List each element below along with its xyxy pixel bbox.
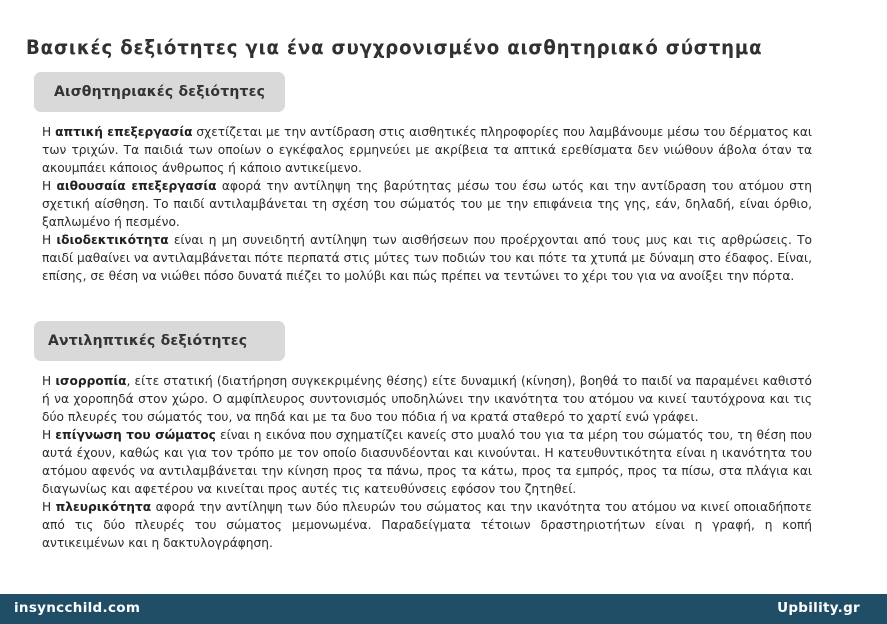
paragraph-proprioception: [42, 231, 812, 285]
paragraph-body-awareness: [42, 426, 812, 498]
term-vestibular-processing: αιθουσαία επεξεργασία: [56, 179, 217, 193]
term-laterality: πλευρικότητα: [55, 500, 152, 514]
paragraph-vestibular-processing: [42, 177, 812, 231]
term-proprioception: ιδιοδεκτικότητα: [56, 233, 169, 247]
term-body-awareness: επίγνωση του σώματος: [55, 428, 216, 442]
paragraph-prefix: Η: [42, 125, 56, 139]
paragraph-text: είναι η εικόνα που σχηματίζει κανείς στο μυαλό του για τα μέρη του σώματός του, τη θέση που αυτά έχουν, καθώς και για τον τρόπο με τον οποίο διασυνδέονται και κινούνται. Η κατευθυντικότητα είναι η ικανότητα του ατόμου αφενός να αντιλαμβάνεται την κίνηση προς τα πάνω, προς τα κάτω, προς τα εμπρός, προς τα πίσω, στα πλάγια και διαγωνίως και αφετέρου να κινείται προς αυτές τις κατευθύνσεις εφόσον του ζητηθεί.: [42, 428, 812, 496]
paragraph-prefix: Η: [42, 179, 57, 193]
footer-site-link-upbility[interactable]: Upbility.gr: [777, 600, 860, 616]
page-title: Βασικές δεξιότητες για ένα συγχρονισμένο αισθητηριακό σύστημα: [26, 36, 763, 59]
paragraph-tactile-processing: [42, 123, 812, 177]
paragraph-prefix: Η: [42, 374, 56, 388]
section-heading-perceptual-skills: Αντιληπτικές δεξιότητες: [34, 321, 285, 361]
paragraph-prefix: Η: [42, 233, 57, 247]
section-body-sensory-skills: [42, 123, 812, 285]
paragraph-text: , είτε στατική (διατήρηση συγκεκριμένης θέσης) είτε δυναμική (κίνηση), βοηθά το παιδί να παραμένει καθιστό ή να χοροπηδά στον χώρο. Ο αμφίπλευρος συντονισμός υποδηλώνει την ικανότητα του ατόμου να κινεί ταυτόχρονα και τις δύο πλευρές του σώματός του, να πηδά και με τα δυο του πόδια ή να κρατά σταθερό το χαρτί ενώ γράφει.: [42, 374, 812, 424]
paragraph-text: αφορά την αντίληψη της βαρύτητας μέσω του έσω ωτός και την αντίδραση του ατόμου στη σχετική αίσθηση. Το παιδί αντιλαμβάνεται τη σχέση του σώματός του με την επιφάνεια της γης, εάν, δηλαδή, είναι όρθιο, ξαπλωμένο ή πεσμένο.: [42, 179, 812, 229]
paragraph-text: σχετίζεται με την αντίδραση στις αισθητικές πληροφορίες που λαμβάνουμε μέσω του δέρματος και των τριχών. Τα παιδιά των οποίων ο εγκέφαλος ερμηνεύει με ακρίβεια τα απτικά ερεθίσματα δεν νιώθουν άβολα όταν τα ακουμπάει κάποιος άνθρωπος ή κάποιο αντικείμενο.: [42, 125, 813, 175]
section-heading-sensory-skills: Αισθητηριακές δεξιότητες: [34, 72, 285, 112]
term-balance: ισορροπία: [55, 374, 127, 388]
paragraph-laterality: [42, 498, 812, 552]
section-body-perceptual-skills: [42, 372, 812, 552]
paragraph-prefix: Η: [42, 428, 56, 442]
term-tactile-processing: απτική επεξεργασία: [55, 125, 193, 139]
paragraph-text: αφορά την αντίληψη των δύο πλευρών του σώματος και την ικανότητα του ατόμου να κινεί οποιαδήποτε από τις δύο πλευρές του σώματος μεμονωμένα. Παραδείγματα τέτοιων δραστηριοτήτων είναι η γραφή, η κοπή αντικειμένων και η δακτυλογράφηση.: [42, 500, 812, 550]
paragraph-prefix: Η: [42, 500, 56, 514]
footer-bar: [0, 594, 887, 624]
footer-site-link-insyncchild[interactable]: insyncchild.com: [14, 600, 141, 616]
paragraph-text: είναι η μη συνειδητή αντίληψη των αισθήσεων που προέρχονται από τους μυς και τις αρθρώσεις. Το παιδί μαθαίνει να αντιλαμβάνεται πότε περπατά στις μύτες των ποδιών του και πότε τα χτυπά με δύναμη στο έδαφος. Είναι, επίσης, σε θέση να νιώθει πόσο δυνατά πιέζει το μολύβι και πώς πρέπει να τεντώνει το χέρι του για να ανοίξει την πόρτα.: [42, 233, 813, 283]
paragraph-balance: [42, 372, 812, 426]
